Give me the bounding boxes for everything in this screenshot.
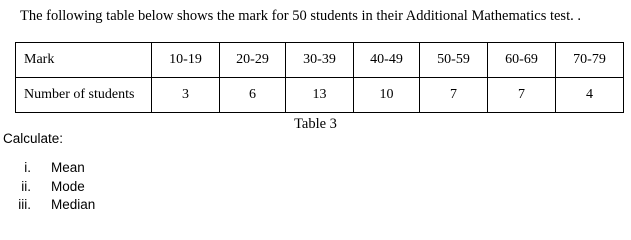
table-caption: Table 3	[294, 116, 337, 132]
task-number: ii.	[21, 178, 31, 194]
frequency-cell: 7	[420, 78, 488, 113]
frequency-row	[16, 78, 624, 113]
row-header-students: Number of students	[16, 78, 152, 113]
task-label: Mode	[51, 178, 85, 194]
class-cell: 40-49	[354, 43, 420, 78]
frequency-cell: 4	[556, 78, 624, 113]
frequency-cell: 3	[152, 78, 220, 113]
class-cell: 20-29	[220, 43, 286, 78]
frequency-cell: 13	[286, 78, 354, 113]
class-cell: 50-59	[420, 43, 488, 78]
row-header-mark: Mark	[16, 43, 152, 78]
class-cell: 60-69	[488, 43, 556, 78]
task-number: iii.	[18, 197, 31, 212]
frequency-cell: 10	[354, 78, 420, 113]
task-number: i.	[24, 160, 31, 175]
frequency-table	[15, 42, 624, 113]
frequency-cell: 6	[220, 78, 286, 113]
mark-row	[16, 43, 624, 78]
frequency-cell: 7	[488, 78, 556, 113]
class-cell: 10-19	[152, 43, 220, 78]
calculate-heading: Calculate:	[3, 131, 64, 146]
intro-text: The following table below shows the mark for 50 students in their Additional Mathematics test. .	[20, 8, 581, 24]
task-label: Median	[51, 197, 96, 212]
task-label: Mean	[51, 160, 85, 175]
class-cell: 30-39	[286, 43, 354, 78]
class-cell: 70-79	[556, 43, 624, 78]
